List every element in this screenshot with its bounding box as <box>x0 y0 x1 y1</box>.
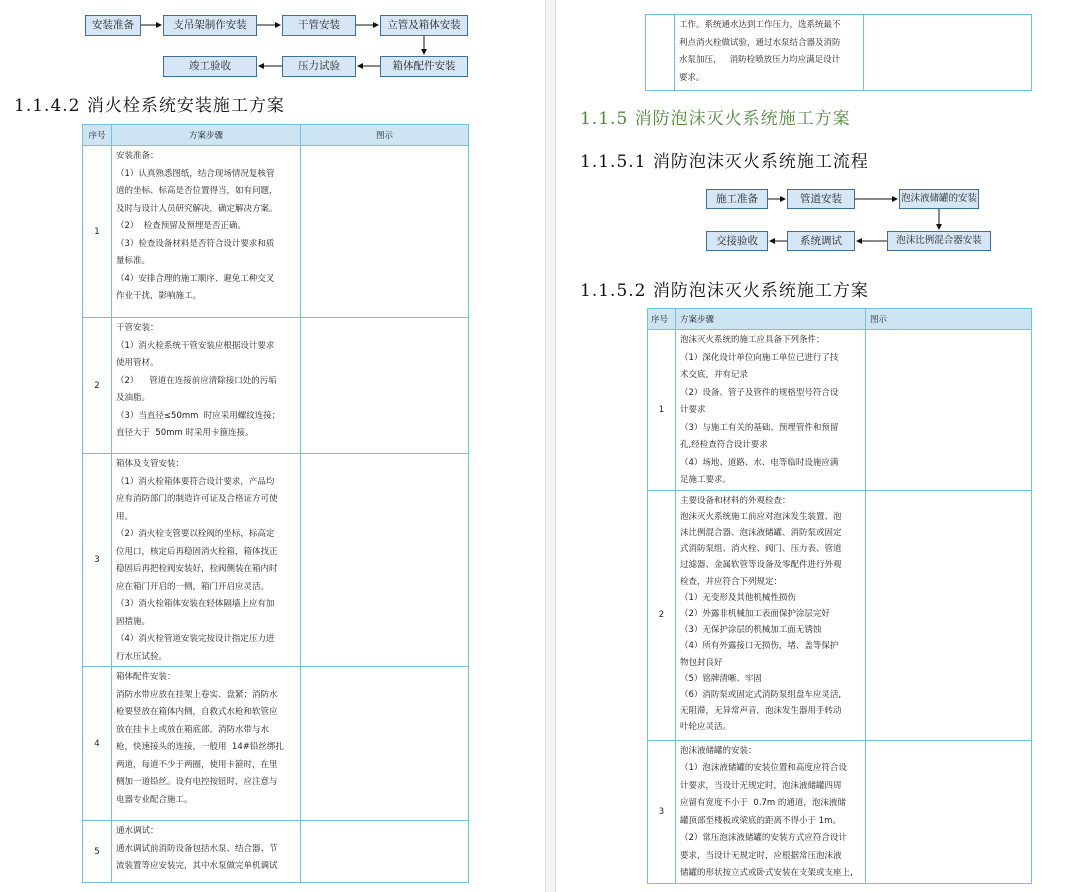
hydrant-plan-table <box>82 124 469 883</box>
flow-step-pipe: 管道安装 <box>787 189 855 209</box>
flow-arrows <box>0 0 545 100</box>
foam-plan-table <box>647 308 1032 884</box>
section-heading-hydrant-plan: 1.1.4.2 消火栓系统安装施工方案 <box>14 96 285 116</box>
flow-step-mixer: 泡沫比例混合器安装 <box>887 231 991 251</box>
table-row <box>648 330 1032 491</box>
col-header-diagram: 图示 <box>301 125 469 146</box>
diagram-cell <box>866 330 1032 491</box>
table-header-row <box>83 125 469 146</box>
flow-step-riser: 立管及箱体安装 <box>380 15 468 36</box>
step-text: 安装准备： （1）认真熟悉图纸，结合现场情况复核管 道的坐标、标高是否位置得当，如有问题， 及时与设计人员研究解决，确定解决方案。 （2） 检查预留及预埋是否正确。 （3）检查设备材料是否符合设计要求和质 量标准。 （4）安排合理的施工顺序、避免工种交叉 作业干扰，影响施工。 <box>112 146 301 318</box>
table-row <box>83 318 469 454</box>
table-row <box>648 740 1032 883</box>
diagram-cell <box>301 146 469 318</box>
row-number: 2 <box>83 318 112 454</box>
step-text: 箱体配件安装： 消防水带应放在挂架上卷实、盘紧；消防水 枪要竖放在箱体内侧，自救式水枪和软管应 放在挂卡上或放在箱底部。消防水带与水 枪，快速接头的连接，一般用 14#铅丝绑扎 两道，每道不少于两圈，使用卡箍时，在里 侧加一道铅丝。设有电控按钮时，应注意与 电器专业配合施工。 <box>112 667 301 821</box>
flow-arrows <box>556 0 1080 300</box>
table-row <box>83 454 469 667</box>
row-number: 1 <box>83 146 112 318</box>
right-page <box>556 0 1080 892</box>
flow-step-fittings: 箱体配件安装 <box>380 56 468 77</box>
col-header-steps: 方案步骤 <box>676 309 866 330</box>
table-row <box>648 490 1032 740</box>
step-text: 工作。系统通水达到工作压力，选系统最不 利点消火栓做试验，通过水泵结合器及消防 水泵加压， 消防栓喷放压力均应满足设计 要求。 <box>675 15 864 91</box>
step-text: 泡沫液储罐的安装： （1）泡沫液储罐的安装位置和高度应符合设 计要求，当设计无规定时，泡沫液储罐四周 应留有宽度不小于 0.7m 的通道，泡沫液储 罐顶部至楼板或梁底的距离不得小于 1m。 （2）常压泡沫液储罐的安装方式应符合设计 要求，当设计无规定时，应根据常压泡沫液 储罐的形状按立式或卧式安装在支架或支座上, <box>676 740 866 883</box>
table-row <box>83 667 469 821</box>
table-row <box>83 821 469 883</box>
diagram-cell <box>866 740 1032 883</box>
row-number: 2 <box>648 490 676 740</box>
diagram-cell <box>301 318 469 454</box>
col-header-no: 序号 <box>83 125 112 146</box>
diagram-cell <box>301 667 469 821</box>
step-text: 箱体及支管安装： （1）消火栓箱体要符合设计要求，产品均 应有消防部门的制造许可证及合格证方可使 用。 （2）消火栓支管要以栓阀的坐标，标高定 位甩口，核定后再稳固消火栓箱，箱体找正 稳固后再把栓阀安装好，栓阀侧装在箱内时 应在箱门开启的一侧，箱门开启应灵活。 （3）消火栓箱体安装在轻体隔墙上应有加 固措施。 （4）消火栓管道安装完按设计指定压力进 行水压试验。 <box>112 454 301 667</box>
col-header-no: 序号 <box>648 309 676 330</box>
table-header-row <box>648 309 1032 330</box>
row-number: 3 <box>83 454 112 667</box>
diagram-cell <box>301 821 469 883</box>
diagram-cell <box>866 490 1032 740</box>
flow-step-handover: 交接验收 <box>706 231 768 251</box>
flow-step-acceptance: 竣工验收 <box>163 56 257 77</box>
row-number: 5 <box>83 821 112 883</box>
section-heading-foam-flow: 1.1.5.1 消防泡沫灭火系统施工流程 <box>580 152 869 172</box>
flow-step-support: 支吊架制作安装 <box>163 15 257 36</box>
step-text: 干管安装： （1）消火栓系统干管安装应根据设计要求 使用管材。 （2） 管道在连接前应清除接口处的污垢 及油脂。 （3）当直径≤50mm 时应采用螺纹连接； 直径大于 50mm 时采用卡箍连接。 <box>112 318 301 454</box>
flow-step-tank: 泡沫液储罐的安装 <box>899 189 979 209</box>
flow-step-pressure: 压力试验 <box>282 56 356 77</box>
step-text: 通水调试： 通水调试前消防设备包括水泵、结合器、节 流装置等应安装完，其中水泵做完单机调试 <box>112 821 301 883</box>
col-header-diagram: 图示 <box>866 309 1032 330</box>
flow-step-main-pipe: 干管安装 <box>282 15 356 36</box>
row-number: 1 <box>648 330 676 491</box>
flow-step-prepare: 施工准备 <box>706 189 768 209</box>
table-row <box>83 146 469 318</box>
row-number: 4 <box>83 667 112 821</box>
col-header-steps: 方案步骤 <box>112 125 301 146</box>
row-number: 3 <box>648 740 676 883</box>
flow-step-prepare: 安装准备 <box>85 15 141 36</box>
section-heading-foam-plan: 1.1.5.2 消防泡沫灭火系统施工方案 <box>580 281 869 301</box>
page-gutter <box>545 0 556 892</box>
step-text: 主要设备和材料的外观检查： 泡沫灭火系统施工前应对泡沫发生装置、泡 沫比例混合器、泡沫液储罐、消防泵或固定 式消防泵组、消火栓、阀门、压力表、管道 过滤器、金属软管等设备及零配件进行外观 检查，并应符合下列规定： （1）无变形及其他机械性损伤 （2）外露非机械加工表面保护涂层完好 （3）无保护涂层的机械加工面无锈蚀 （4）所有外露接口无损伤，堵、盖等保护 物包封良好 （5）铭牌清晰、牢固 （6）消防泵或固定式消防泵组盘车应灵活, 无阻滞，无异常声音，泡沫发生器用手转动 叶轮应灵活。 <box>676 490 866 740</box>
section-heading-foam: 1.1.5 消防泡沫灭火系统施工方案 <box>580 109 851 129</box>
step-text: 泡沫灭火系统的施工应具备下列条件： （1）深化设计单位向施工单位已进行了技 术交底，并有记录 （2）设备、管子及管件的规格型号符合设 计要求 （3）与施工有关的基础、预埋管件和预留 孔,经检查符合设计要求 （4）场地、道路、水、电等临时设施应满 足施工要求。 <box>676 330 866 491</box>
diagram-cell <box>301 454 469 667</box>
flow-step-debug: 系统调试 <box>787 231 855 251</box>
